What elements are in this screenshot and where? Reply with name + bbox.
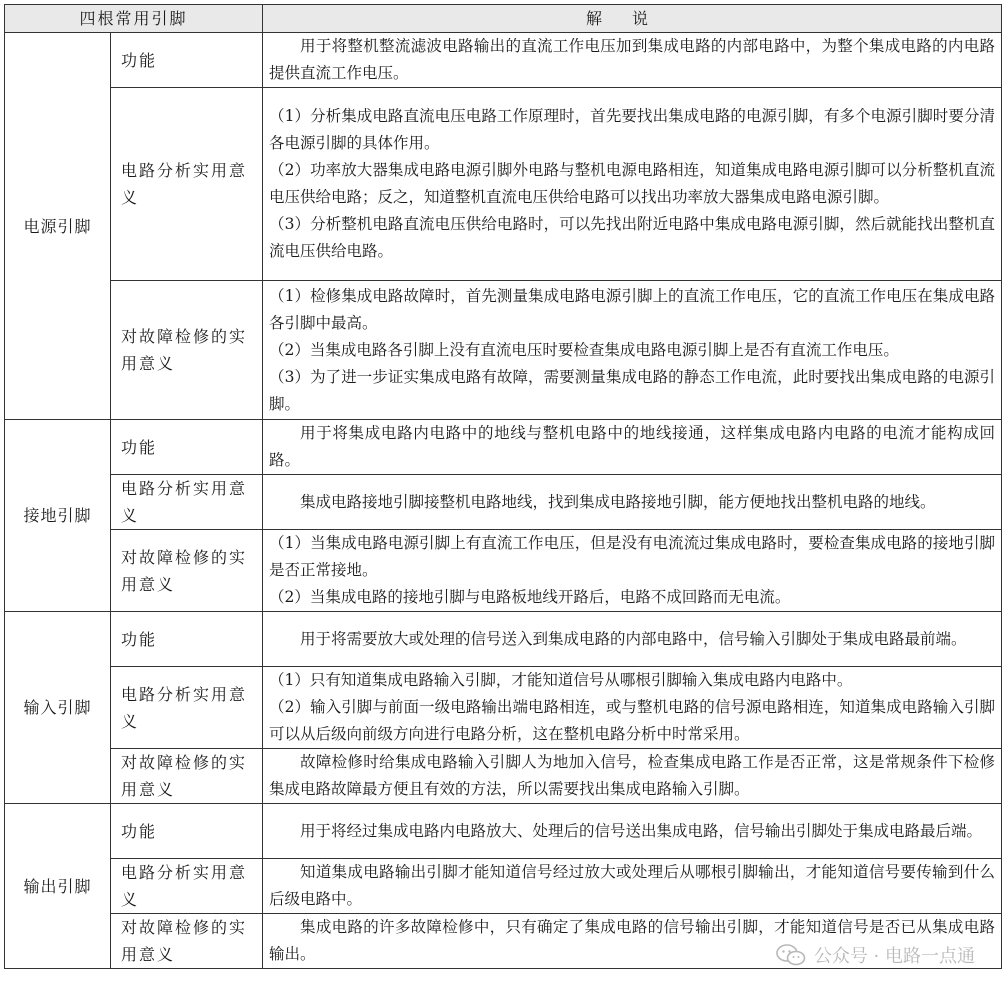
pin-name: 电源引脚 [5, 33, 111, 420]
description-text: （3）分析整机电路直流电压供给电路时，可以先找出附近电路中集成电路电源引脚，然后就能找出整机直流电压供给电路。 [269, 215, 996, 260]
aspect-label: 功能 [111, 33, 263, 88]
description-text: （2）当集成电路各引脚上没有直流电压时要检查集成电路电源引脚上是否有直流工作电压。 [269, 340, 899, 359]
description-text: 集成电路的许多故障检修中，只有确定了集成电路的信号输出引脚，才能知道信号是否已从集成电路输出。 [269, 918, 996, 963]
description-text: 用于将集成电路内电路中的地线与整机电路中的地线接通，这样集成电路内电路的电流才能构成回路。 [269, 424, 996, 469]
description-text: （2）输入引脚与前面一级电路输出端电路相连，或与整机电路的信号源电路相连，知道集成电路输入引脚可以从后级向前级方向进行电路分析，这在整机电路分析中时常采用。 [269, 698, 996, 743]
description-text: 集成电路接地引脚接整机电路地线，找到集成电路接地引脚，能方便地找出整机电路的地线。 [300, 492, 936, 511]
aspect-label: 电路分析实用意义 [111, 667, 263, 749]
table-row [5, 804, 1002, 859]
pin-description-table [4, 4, 1002, 969]
table-header-row [5, 5, 1002, 33]
aspect-label: 功能 [111, 804, 263, 859]
table-row [5, 530, 1002, 612]
table-row [5, 749, 1002, 804]
header-pins: 四根常用引脚 [5, 5, 263, 33]
aspect-label: 电路分析实用意义 [111, 475, 263, 530]
description-cell [263, 88, 1002, 281]
table-row [5, 667, 1002, 749]
pin-name: 接地引脚 [5, 420, 111, 612]
description-text: （2）功率放大器集成电路电源引脚外电路与整机电源电路相连，知道集成电路电源引脚可以分析整机直流电压供给电路；反之，知道整机直流电压供给电路可以找出功率放大器集成电路电源引脚。 [269, 161, 996, 206]
description-text: 用于将经过集成电路内电路放大、处理后的信号送出集成电路，信号输出引脚处于集成电路最后端。 [300, 821, 983, 840]
aspect-label: 功能 [111, 420, 263, 475]
description-text: （2）当集成电路的接地引脚与电路板地线开路后，电路不成回路而无电流。 [269, 588, 791, 606]
aspect-label: 对故障检修的实用意义 [111, 914, 263, 969]
aspect-label: 对故障检修的实用意义 [111, 749, 263, 804]
table-row [5, 475, 1002, 530]
description-cell [263, 612, 1002, 667]
description-cell [263, 420, 1002, 475]
table-row [5, 88, 1002, 281]
watermark [776, 942, 975, 968]
description-cell [263, 667, 1002, 749]
description-text: （1）当集成电路电源引脚上有直流工作电压，但是没有电流流过集成电路时，要检查集成电路的接地引脚是否正常接地。 [269, 534, 996, 579]
pin-name: 输入引脚 [5, 612, 111, 804]
description-cell [263, 281, 1002, 420]
description-cell [263, 749, 1002, 804]
table-row [5, 33, 1002, 88]
description-cell [263, 475, 1002, 530]
description-text: （1）检修集成电路故障时，首先测量集成电路电源引脚上的直流工作电压，它的直流工作电压在集成电路各引脚中最高。 [269, 286, 996, 332]
description-cell [263, 33, 1002, 88]
description-text: （3）为了进一步证实集成电路有故障，需要测量集成电路的静态工作电流，此时要找出集成电路的电源引脚。 [269, 367, 996, 413]
aspect-label: 对故障检修的实用意义 [111, 530, 263, 612]
description-text: 用于将需要放大或处理的信号送入到集成电路的内部电路中，信号输入引脚处于集成电路最前端。 [300, 629, 967, 648]
table-row [5, 612, 1002, 667]
description-text: （1）只有知道集成电路输入引脚，才能知道信号从哪根引脚输入集成电路内电路中。 [269, 671, 853, 689]
description-cell [263, 859, 1002, 914]
description-text: 用于将整机整流滤波电路输出的直流工作电压加到集成电路的内部电路中，为整个集成电路的内电路提供直流工作电压。 [269, 37, 996, 82]
wechat-icon [776, 944, 806, 966]
table-row [5, 420, 1002, 475]
aspect-label: 电路分析实用意义 [111, 88, 263, 281]
aspect-label: 功能 [111, 612, 263, 667]
table-row [5, 281, 1002, 420]
pin-name: 输出引脚 [5, 804, 111, 969]
watermark-text: 公众号 · 电路一点通 [813, 946, 975, 967]
header-description: 解说 [263, 5, 1002, 33]
description-text: 知道集成电路输出引脚才能知道信号经过放大或处理后从哪根引脚输出，才能知道信号要传输到什么后级电路中。 [269, 863, 996, 908]
description-cell [263, 530, 1002, 612]
aspect-label: 电路分析实用意义 [111, 859, 263, 914]
description-cell [263, 804, 1002, 859]
description-text: 故障检修时给集成电路输入引脚人为地加入信号，检查集成电路工作是否正常，这是常规条件下检修集成电路故障最方便且有效的方法，所以需要找出集成电路输入引脚。 [269, 753, 996, 798]
table-row [5, 859, 1002, 914]
description-text: （1）分析集成电路直流电压电路工作原理时，首先要找出集成电路的电源引脚，有多个电源引脚时要分清各电源引脚的具体作用。 [269, 107, 996, 152]
aspect-label: 对故障检修的实用意义 [111, 281, 263, 420]
